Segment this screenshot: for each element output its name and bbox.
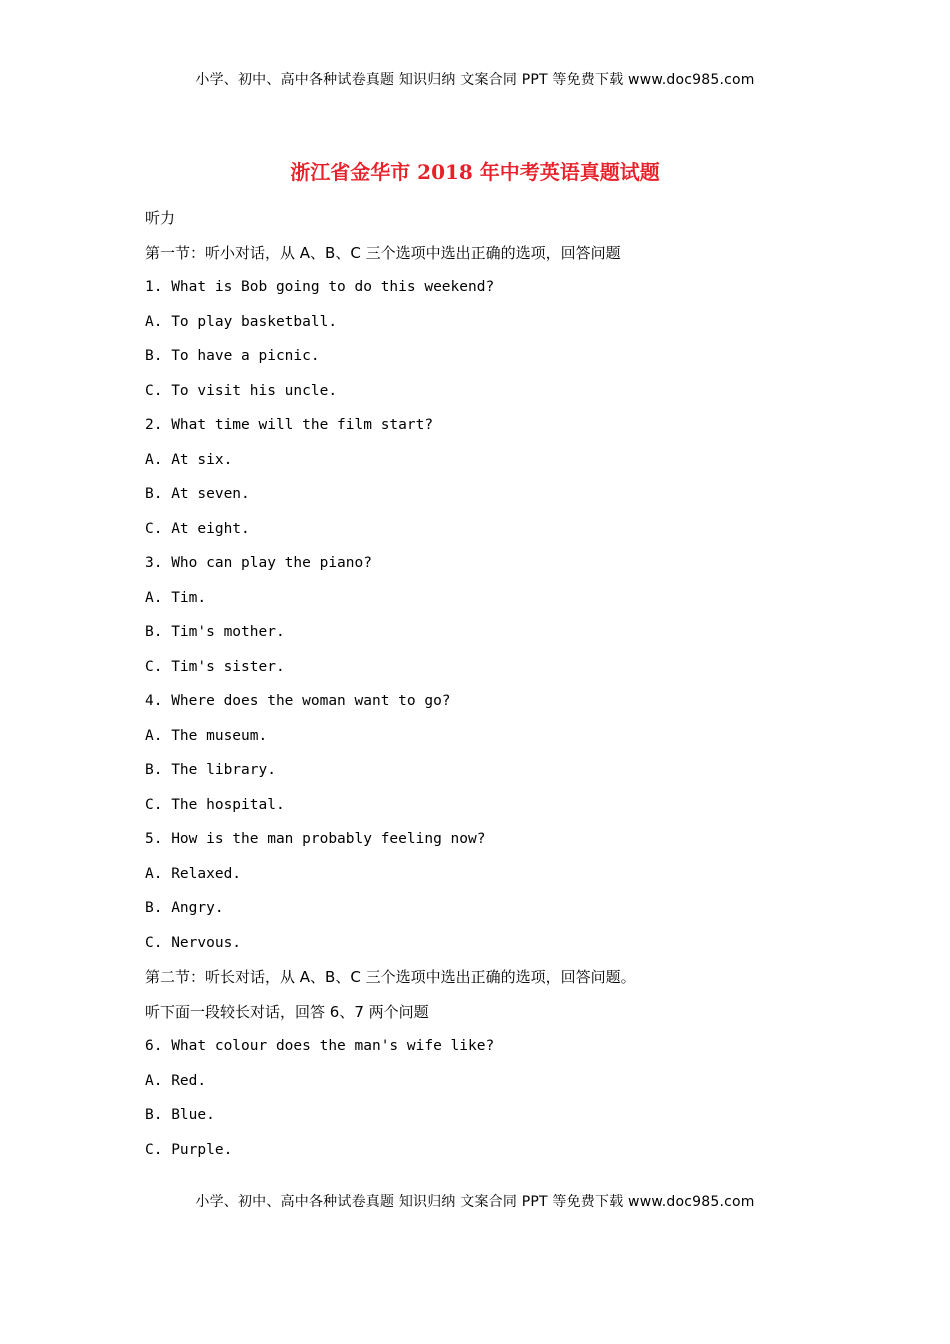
question-4-option-c: C. The hospital. (145, 796, 285, 813)
document-title: 浙江省金华市 2018 年中考英语真题试题 (290, 160, 660, 184)
part2-instruction: 听下面一段较长对话，回答 6、7 两个问题 (145, 1002, 429, 1021)
question-5-option-a: A. Relaxed. (145, 865, 242, 882)
page-header: 小学、初中、高中各种试卷真题 知识归纳 文案合同 PPT 等免费下载 www.doc985.com (195, 72, 755, 88)
question-3-option-c: C. Tim's sister. (145, 658, 285, 675)
page-footer: 小学、初中、高中各种试卷真题 知识归纳 文案合同 PPT 等免费下载 www.doc985.com (195, 1194, 755, 1210)
question-1: 1. What is Bob going to do this weekend? (145, 279, 495, 295)
question-6: 6. What colour does the man's wife like? (145, 1038, 495, 1054)
question-3: 3. Who can play the piano? (145, 555, 372, 571)
question-4-option-b: B. The library. (145, 762, 276, 778)
question-2: 2. What time will the film start? (145, 417, 434, 433)
question-5-option-c: C. Nervous. (145, 934, 242, 951)
question-5: 5. How is the man probably feeling now? (145, 831, 486, 847)
document-body (145, 206, 825, 1172)
question-2-option-b: B. At seven. (145, 486, 250, 502)
question-1-option-c: C. To visit his uncle. (145, 382, 338, 399)
question-6-option-c: C. Purple. (145, 1141, 233, 1158)
question-4-option-a: A. The museum. (145, 727, 268, 744)
question-1-option-a: A. To play basketball. (145, 313, 338, 330)
question-6-option-b: B. Blue. (145, 1107, 215, 1123)
question-3-option-b: B. Tim's mother. (145, 624, 285, 640)
part2-heading: 第二节：听长对话，从 A、B、C 三个选项中选出正确的选项，回答问题。 (145, 968, 636, 986)
question-2-option-a: A. At six. (145, 451, 233, 468)
question-5-option-b: B. Angry. (145, 900, 224, 916)
question-6-option-a: A. Red. (145, 1072, 207, 1089)
section-listening-heading: 听力 (145, 209, 176, 227)
part1-heading: 第一节：听小对话，从 A、B、C 三个选项中选出正确的选项，回答问题 (145, 243, 621, 262)
question-2-option-c: C. At eight. (145, 520, 250, 537)
question-1-option-b: B. To have a picnic. (145, 348, 320, 364)
question-3-option-a: A. Tim. (145, 589, 207, 606)
question-4: 4. Where does the woman want to go? (145, 693, 451, 709)
